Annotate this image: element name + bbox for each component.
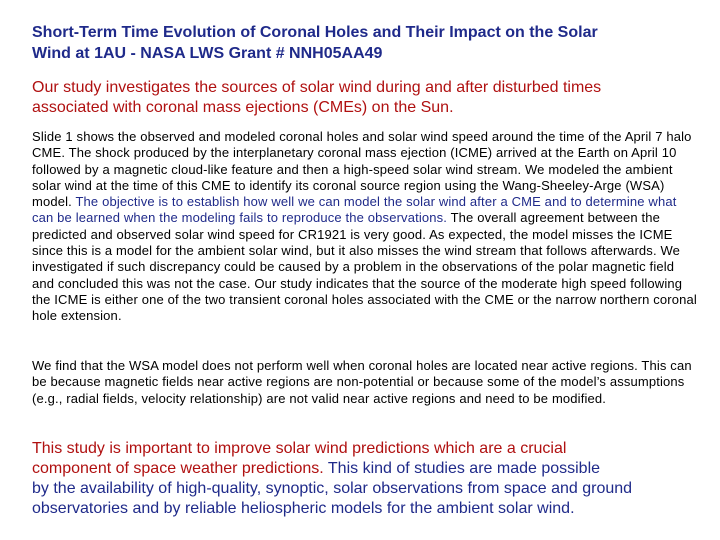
slide-title (32, 22, 702, 64)
paragraph-wsa-findings: We find that the WSA model does not perform well when coronal holes are located near active regions. This can be because magnetic fields near active regions are non-potential or because some of the model’s assumptions (e.g., radial fields, velocity relationship) are not valid near active regions and need to be modified. (32, 358, 692, 406)
closing-red-line-1: This study is important to improve solar wind predictions which are a crucial (32, 440, 567, 457)
title-line-1: Short-Term Time Evolution of Coronal Holes and Their Impact on the Solar (32, 24, 598, 41)
closing-red-line-2: component of space weather predictions. (32, 460, 324, 477)
closing-blue-line-2: This kind of studies are made possible (323, 460, 601, 477)
intro-line-1: Our study investigates the sources of solar wind during and after disturbed times (32, 79, 602, 96)
closing-blue-line-3: by the availability of high-quality, synoptic, solar observations from space and ground (32, 480, 633, 497)
objective-statement: The objective is to establish how well we can model the solar wind after a CME and to determine what can be learned when the modeling fails to reproduce the observations. (32, 194, 677, 226)
closing-blue-line-4: observatories and by reliable heliospheric models for the ambient solar wind. (32, 500, 575, 517)
paragraph-1-part-2: The overall agreement between the predicted and observed solar wind speed for CR1921 is very good. As expected, the model misses the ICME since this is a model for the ambient solar wind, but it also misses the wind stream that follows afterwards. We investigated if such discrepancy could be caused by a problem in the observations of the polar magnetic field and concluded this was not the case. Our study indicates that the source of the moderate high speed following the ICME is either one of the two transient coronal holes associated with the CME or the narrow northern coronal hole extension. (32, 210, 697, 324)
intro-line-2: associated with coronal mass ejections (CMEs) on the Sun. (32, 99, 454, 116)
closing-statement (32, 439, 702, 519)
title-line-2: Wind at 1AU - NASA LWS Grant # NNH05AA49 (32, 45, 383, 62)
paragraph-1-part-1: Slide 1 shows the observed and modeled coronal holes and solar wind speed around the time of the April 7 halo CME. The shock produced by the interplanetary coronal mass ejection (ICME) arrived at the Earth on April 10 followed by a magnetic cloud-like feature and then a high-speed solar wind stream. We modeled the ambient solar wind at the time of this CME to identify its coronal source region using the Wang-Sheeley-Arge (WSA) model. (32, 129, 692, 210)
paragraph-slide1-description (32, 129, 697, 325)
intro-text (32, 78, 692, 118)
